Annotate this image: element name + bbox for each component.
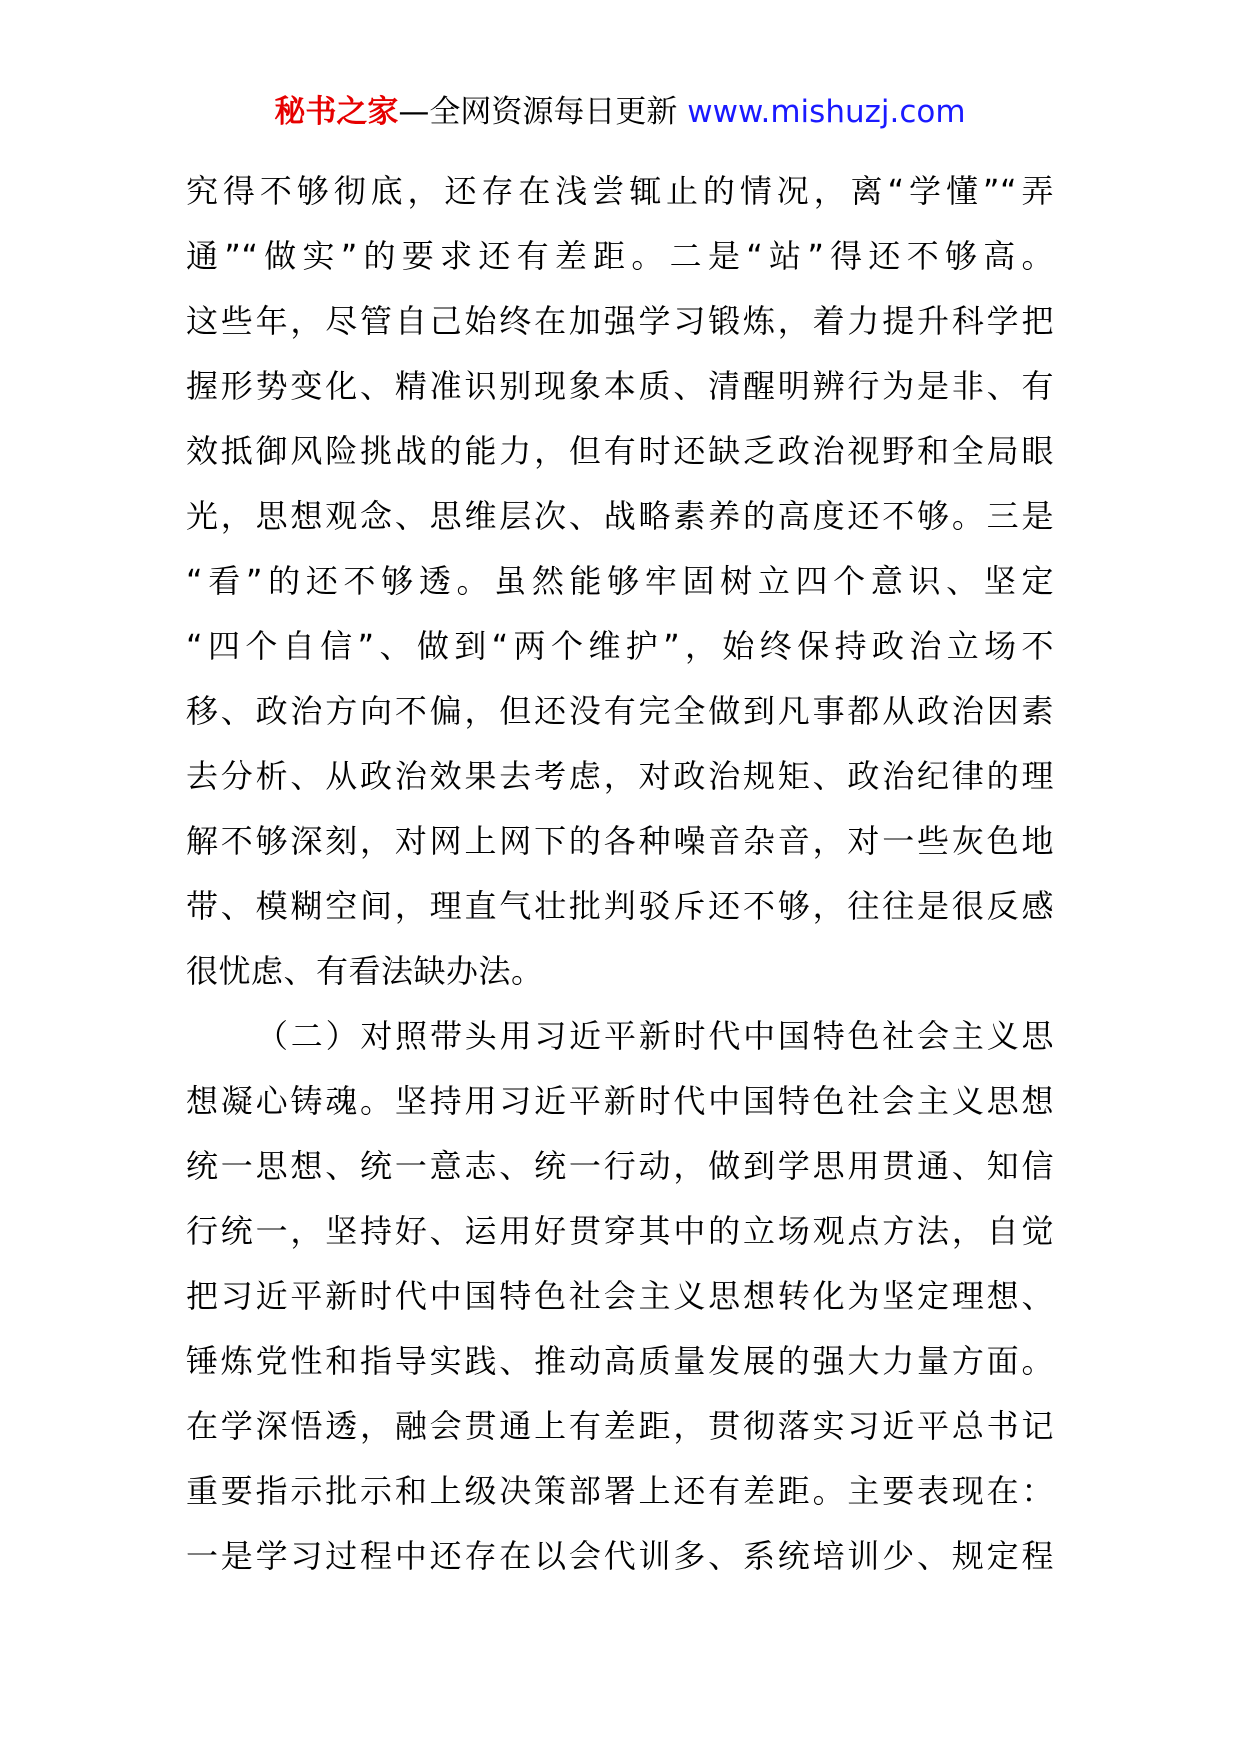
text-line: 锤炼党性和指导实践、推动高质量发展的强大力量方面。 bbox=[186, 1342, 1054, 1380]
text-line: 去分析、从政治效果去考虑，对政治规矩、政治纪律的理 bbox=[186, 757, 1054, 795]
text-line: 重要指示批示和上级决策部署上还有差距。主要表现在： bbox=[186, 1472, 1054, 1510]
text-line: 把习近平新时代中国特色社会主义思想转化为坚定理想、 bbox=[186, 1277, 1054, 1315]
text-line: 想凝心铸魂。坚持用习近平新时代中国特色社会主义思想 bbox=[186, 1082, 1054, 1120]
document-body bbox=[186, 159, 1054, 1589]
text-line: 解不够深刻，对网上网下的各种噪音杂音，对一些灰色地 bbox=[186, 822, 1054, 860]
text-line: 效抵御风险挑战的能力，但有时还缺乏政治视野和全局眼 bbox=[186, 432, 1054, 470]
text-line: 在学深悟透，融会贯通上有差距，贯彻落实习近平总书记 bbox=[186, 1407, 1054, 1445]
header-url[interactable]: www.mishuzj.com bbox=[687, 94, 966, 130]
page-header bbox=[0, 92, 1240, 132]
text-line: 光，思想观念、思维层次、战略素养的高度还不够。三是 bbox=[186, 497, 1054, 535]
text-line: “四个自信”、做到“两个维护”，始终保持政治立场不 bbox=[186, 627, 1054, 665]
header-tagline: —全网资源每日更新 bbox=[398, 94, 688, 130]
text-line: 通”“做实”的要求还有差距。二是“站”得还不够高。 bbox=[186, 237, 1054, 275]
text-line: 这些年，尽管自己始终在加强学习锻炼，着力提升科学把 bbox=[186, 302, 1054, 340]
text-line: 行统一，坚持好、运用好贯穿其中的立场观点方法，自觉 bbox=[186, 1212, 1054, 1250]
text-line: 带、模糊空间，理直气壮批判驳斥还不够，往往是很反感 bbox=[186, 887, 1054, 925]
text-line: 移、政治方向不偏，但还没有完全做到凡事都从政治因素 bbox=[186, 692, 1054, 730]
text-line: 握形势变化、精准识别现象本质、清醒明辨行为是非、有 bbox=[186, 367, 1054, 405]
paragraph-last-line: 很忧虑、有看法缺办法。 bbox=[186, 952, 544, 990]
text-line: 统一思想、统一意志、统一行动，做到学思用贯通、知信 bbox=[186, 1147, 1054, 1185]
text-line: “看”的还不够透。虽然能够牢固树立四个意识、坚定 bbox=[186, 562, 1054, 600]
section-heading-line: （二）对照带头用习近平新时代中国特色社会主义思 bbox=[256, 1017, 1054, 1055]
text-line: 究得不够彻底，还存在浅尝辄止的情况，离“学懂”“弄 bbox=[186, 172, 1054, 210]
text-line: 一是学习过程中还存在以会代训多、系统培训少、规定程 bbox=[186, 1537, 1054, 1575]
header-brand: 秘书之家 bbox=[274, 94, 399, 130]
